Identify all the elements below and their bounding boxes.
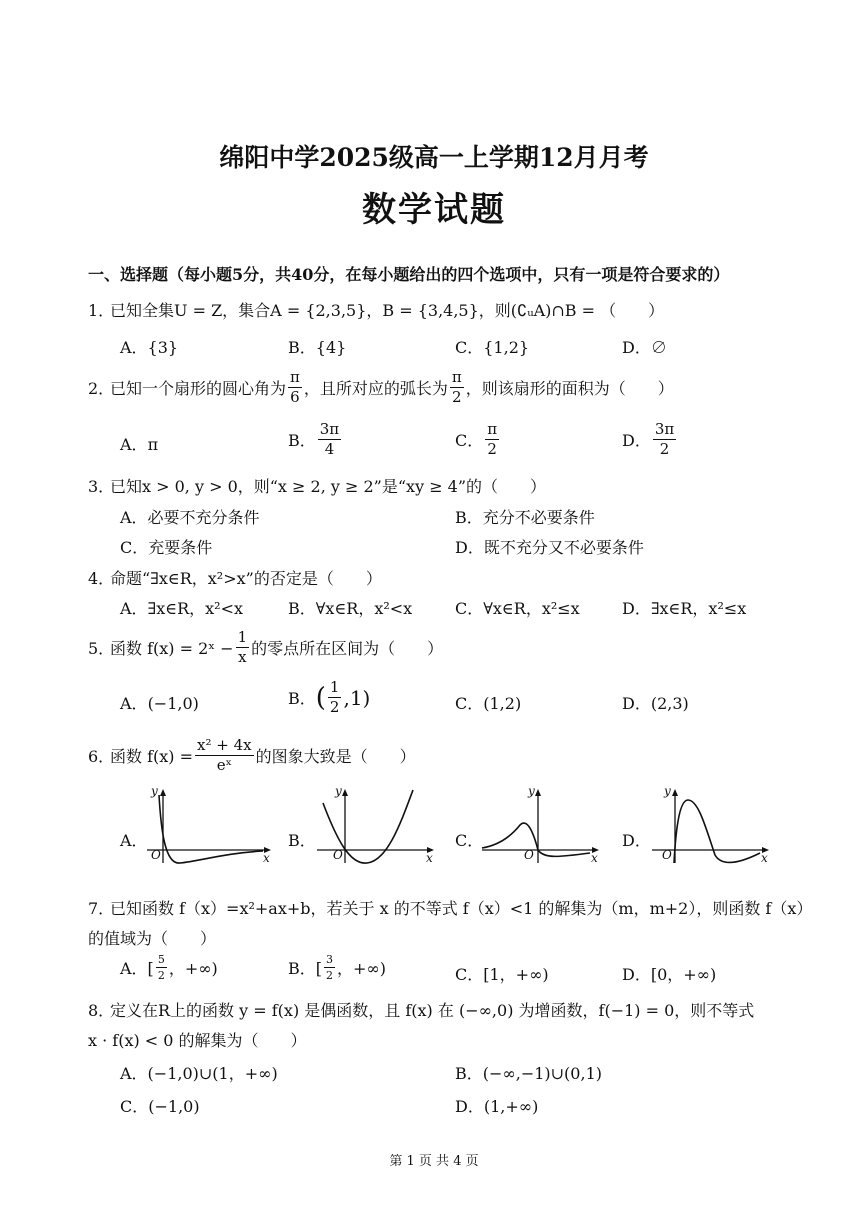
question-text-b: 的图象大致是（ ）: [255, 747, 416, 766]
q2-option-d: D． $\frac{3\pi}{2}$: [622, 420, 675, 458]
q7-option-b: B．[ $\frac{3}{2}$ ，+∞): [288, 953, 386, 982]
q7-option-a: A．[ $\frac{5}{2}$ ，+∞): [120, 953, 218, 982]
q6-option-c-label: C．: [455, 831, 484, 850]
subject-title: 数学试题: [362, 190, 506, 230]
q6-graph-a: [145, 785, 275, 865]
question-text: 定义在R上的函数 y = f(x) 是偶函数，且 f(x) 在 (−∞,0) 为增函数，f(−1) = 0，则不等式: [110, 1001, 755, 1020]
q1-option-d: D．∅: [622, 338, 667, 357]
question-text: 命题“∃x∈R，x²>x”的否定是（ ）: [110, 569, 382, 588]
page-footer: 第 1 页 共 4 页: [389, 1154, 479, 1169]
q8-option-a: A．(−1,0)∪(1，+∞): [120, 1064, 278, 1083]
q6-graph-d: [650, 785, 775, 865]
question-number: 3．: [88, 477, 115, 496]
question-number: 8．: [88, 1001, 115, 1020]
question-text-a: 已知一个扇形的圆心角为: [110, 379, 287, 398]
axis-y-label: y: [151, 785, 158, 798]
question-text-a: 函数 f(x) = 2ˣ −: [110, 639, 234, 658]
q6-option-a-label: A．: [120, 831, 148, 850]
q5-option-b: B． ( $\frac{1}{2}$ ,1): [288, 678, 371, 716]
q4-option-b: B．∀x∈R，x²<x: [288, 599, 413, 618]
q7-option-c: C．[1，+∞): [455, 965, 549, 984]
origin-label: O: [333, 848, 343, 862]
origin-label: O: [662, 848, 672, 862]
q6-option-b-label: B．: [288, 831, 316, 850]
q8-option-d: D．(1,+∞): [455, 1097, 539, 1116]
question-text-b: 的零点所在区间为（ ）: [251, 639, 444, 658]
question-number: 7．: [88, 899, 115, 918]
question-8: [88, 998, 754, 1021]
fraction-pi-6: $\frac{\pi}{6}$: [290, 368, 300, 406]
axis-x-label: x: [761, 851, 768, 865]
axis-x-label: x: [426, 851, 433, 865]
q4-option-c: C．∀x∈R，x²≤x: [455, 599, 580, 618]
q4-option-d: D．∃x∈R，x²≤x: [622, 599, 747, 618]
q4-option-a: A．∃x∈R，x²<x: [120, 599, 244, 618]
q3-option-a: A．必要不充分条件: [120, 508, 260, 527]
q8-option-c: C．(−1,0): [120, 1097, 200, 1116]
q5-option-a: A．(−1,0): [120, 694, 199, 713]
q5-option-d: D．(2,3): [622, 694, 689, 713]
section-heading: 一、选择题（每小题5分，共40分，在每小题给出的四个选项中，只有一项是符合要求的）: [88, 265, 730, 284]
q3-option-b: B．充分不必要条件: [455, 508, 595, 527]
q6-graph-c: [480, 785, 605, 865]
question-text-b: ，且所对应的弧长为: [303, 379, 448, 398]
question-text: 已知函数 f（x）=x²+ax+b，若关于 x 的不等式 f（x）<1 的解集为（m，m+2），则函数 f（x）: [110, 899, 813, 918]
question-1: [88, 298, 664, 321]
origin-label: O: [524, 848, 534, 862]
axis-x-label: x: [591, 851, 598, 865]
question-text-a: 函数 f(x) =: [110, 747, 194, 766]
q6-option-d-label: D．: [622, 831, 651, 850]
axis-y-label: y: [335, 785, 342, 798]
fraction-function: $\frac{\text{x² + 4x}}{\text{eˣ}}$: [197, 736, 252, 774]
exam-title: 绵阳中学2025级高一上学期12月月考: [219, 143, 649, 172]
q2-option-c: C． $\frac{\pi}{2}$: [455, 420, 498, 458]
question-number: 2．: [88, 379, 115, 398]
question-number: 5．: [88, 639, 115, 658]
question-text-c: ，则该扇形的面积为（ ）: [465, 379, 674, 398]
question-3: [88, 474, 546, 497]
question-number: 1．: [88, 301, 115, 320]
fraction-1-x: $\frac{1}{x}$: [237, 628, 248, 666]
axis-y-label: y: [664, 785, 671, 798]
question-7: [88, 896, 812, 919]
q2-option-b: B． $\frac{3\pi}{4}$: [288, 420, 340, 458]
q6-graph-b: [315, 785, 440, 865]
question-6: [88, 738, 416, 773]
q1-option-b: B．{4}: [288, 338, 347, 357]
q2-option-a: A．π: [120, 435, 159, 454]
q8-option-b: B．(−∞,−1)∪(0,1): [455, 1064, 602, 1083]
q7-option-d: D．[0，+∞): [622, 965, 717, 984]
q3-option-c: C．充要条件: [120, 538, 213, 557]
question-8-line2: x · f(x) < 0 的解集为（ ）: [88, 1031, 307, 1050]
question-number: 6．: [88, 747, 115, 766]
q5-option-c: C．(1,2): [455, 694, 522, 713]
question-4: [88, 566, 382, 589]
question-7-line2: 的值域为（ ）: [88, 929, 217, 948]
fraction-pi-2: $\frac{\pi}{2}$: [451, 368, 462, 406]
axis-x-label: x: [263, 851, 270, 865]
question-number: 4．: [88, 569, 115, 588]
q1-option-a: A．{3}: [120, 338, 179, 357]
question-text: 已知全集U = Z，集合A = {2,3,5}，B = {3,4,5}，则(∁ᵤA)∩B = （ ）: [110, 301, 665, 320]
q3-option-d: D．既不充分又不必要条件: [455, 538, 644, 557]
origin-label: O: [151, 848, 161, 862]
axis-y-label: y: [528, 785, 535, 798]
question-5: [88, 630, 443, 665]
question-text: 已知x > 0, y > 0，则“x ≥ 2, y ≥ 2”是“xy ≥ 4”的（ ）: [110, 477, 547, 496]
question-2: [88, 370, 674, 405]
q1-option-c: C．{1,2}: [455, 338, 530, 357]
